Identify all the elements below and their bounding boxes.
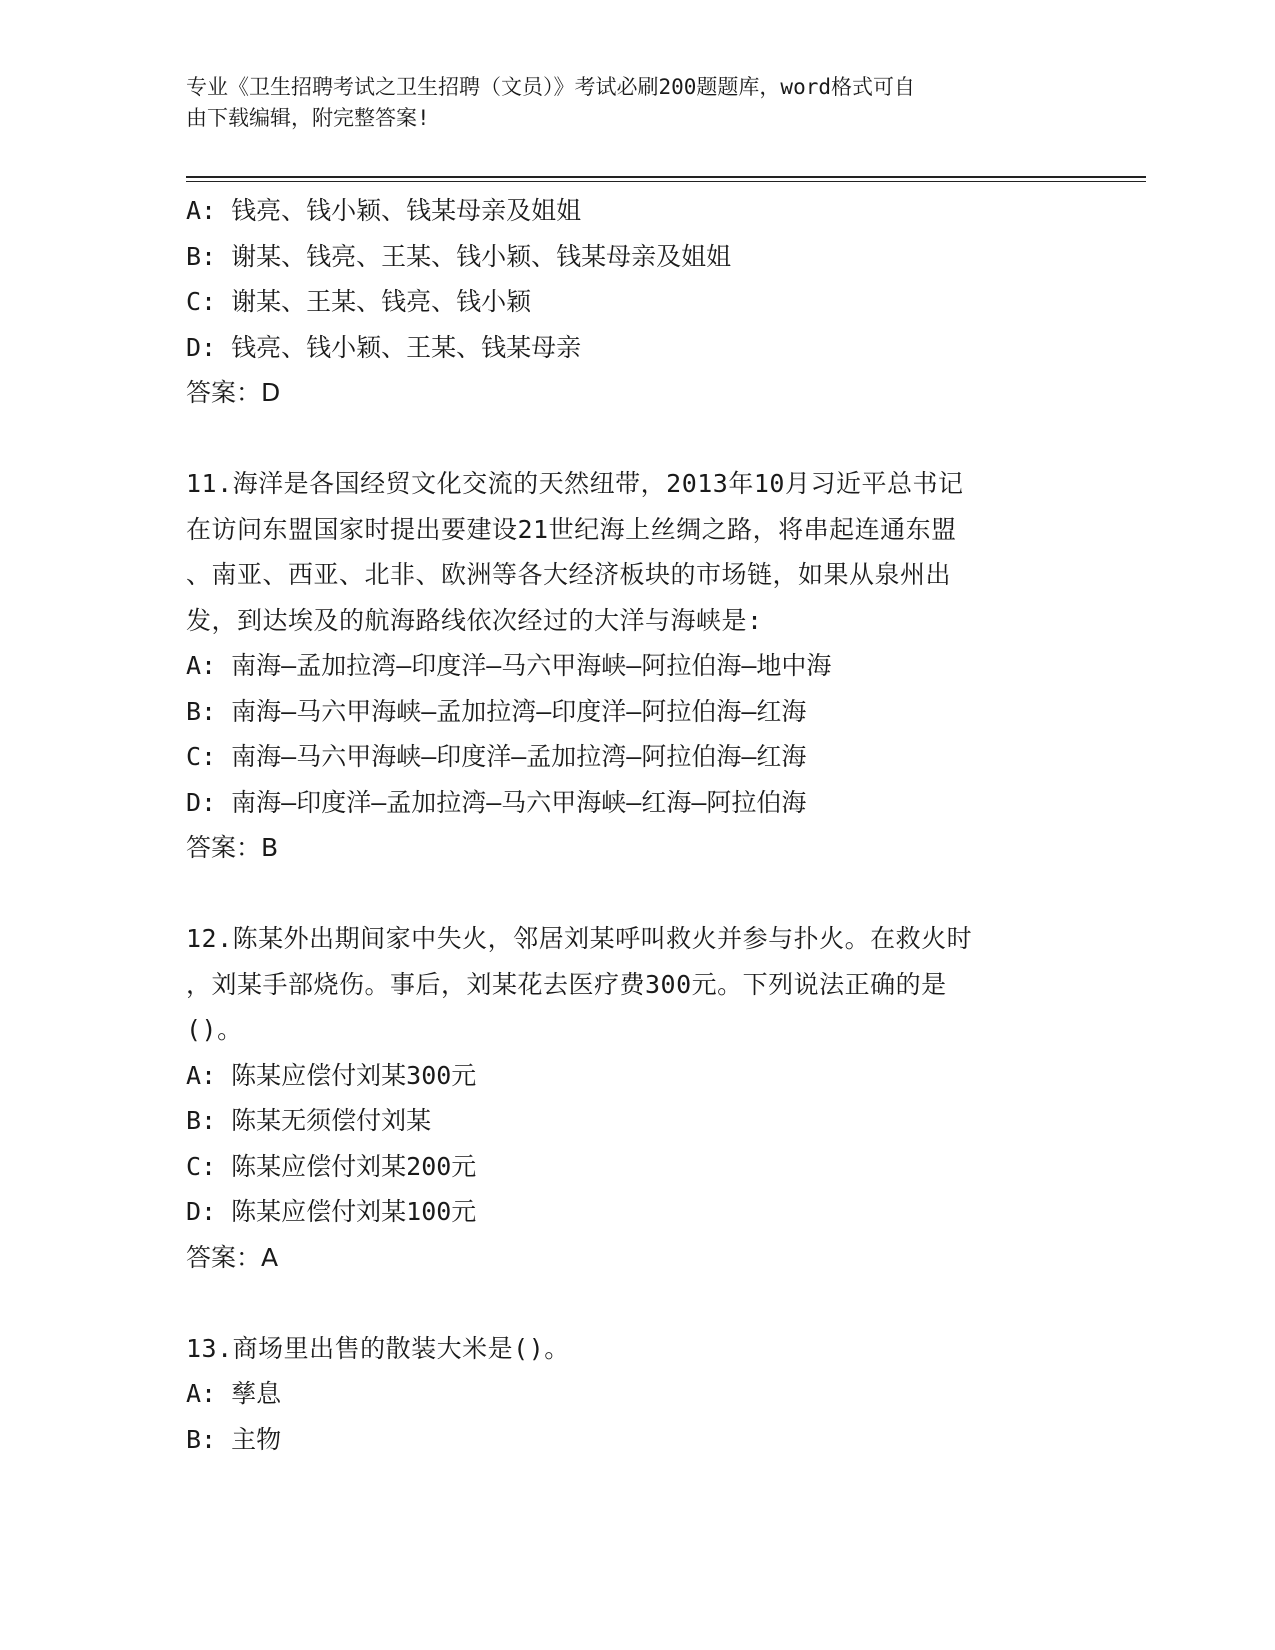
q10-option-b: B: 谢某、钱亮、王某、钱小颖、钱某母亲及姐姐 (186, 241, 732, 271)
q11-stem-line-2: 在访问东盟国家时提出要建设21世纪海上丝绸之路，将串起连通东盟 (186, 514, 957, 544)
q11-option-c: C: 南海—马六甲海峡—印度洋—孟加拉湾—阿拉伯海—红海 (186, 742, 807, 771)
q13-option-b: B: 主物 (186, 1424, 282, 1454)
q12-option-a: A: 陈某应偿付刘某300元 (186, 1060, 477, 1090)
q12-answer: 答案：A (186, 1242, 279, 1272)
q12-option-b: B: 陈某无须偿付刘某 (186, 1106, 432, 1135)
q10-option-d: D: 钱亮、钱小颖、王某、钱某母亲 (186, 332, 582, 362)
spacer (186, 871, 1066, 917)
q10-option-a: A: 钱亮、钱小颖、钱某母亲及姐姐 (186, 196, 582, 225)
document-header (186, 72, 1066, 134)
q12-stem-line-2: ，刘某手部烧伤。事后，刘某花去医疗费300元。下列说法正确的是 (186, 969, 947, 999)
question-12-block (186, 916, 1066, 1280)
question-13-block (186, 1326, 1066, 1463)
q12-stem-line-3: ()。 (186, 1015, 243, 1044)
q12-option-d: D: 陈某应偿付刘某100元 (186, 1197, 477, 1226)
spacer (186, 416, 1066, 462)
q11-stem-line-4: 发，到达埃及的航海路线依次经过的大洋与海峡是: (186, 605, 763, 635)
q10-answer: 答案：D (186, 378, 281, 407)
spacer (186, 1280, 1066, 1326)
header-rule-thick (186, 176, 1146, 178)
q11-option-a: A: 南海—孟加拉湾—印度洋—马六甲海峡—阿拉伯海—地中海 (186, 651, 832, 680)
q11-option-d: D: 南海—印度洋—孟加拉湾—马六甲海峡—红海—阿拉伯海 (186, 787, 807, 817)
question-list (186, 188, 1066, 1462)
header-line-1: 专业《卫生招聘考试之卫生招聘（文员）》考试必刷200题题库，word格式可自 (186, 75, 915, 99)
q13-stem-line-1: 13.商场里出售的散装大米是()。 (186, 1333, 570, 1363)
q11-stem-line-1: 11.海洋是各国经贸文化交流的天然纽带，2013年10月习近平总书记 (186, 469, 964, 498)
q12-option-c: C: 陈某应偿付刘某200元 (186, 1151, 477, 1181)
q10-option-c: C: 谢某、王某、钱亮、钱小颖 (186, 287, 532, 316)
q11-option-b: B: 南海—马六甲海峡—孟加拉湾—印度洋—阿拉伯海—红海 (186, 696, 807, 726)
q11-answer: 答案：B (186, 833, 279, 862)
header-line-2: 由下载编辑，附完整答案! (186, 106, 430, 130)
q12-stem-line-1: 12.陈某外出期间家中失火，邻居刘某呼叫救火并参与扑火。在救火时 (186, 924, 973, 953)
q13-option-a: A: 孳息 (186, 1379, 282, 1408)
q11-stem-line-3: 、南亚、西亚、北非、欧洲等各大经济板块的市场链，如果从泉州出 (186, 560, 952, 589)
question-10-block (186, 188, 1066, 416)
question-11-block (186, 461, 1066, 871)
header-rule-thin (186, 181, 1146, 182)
